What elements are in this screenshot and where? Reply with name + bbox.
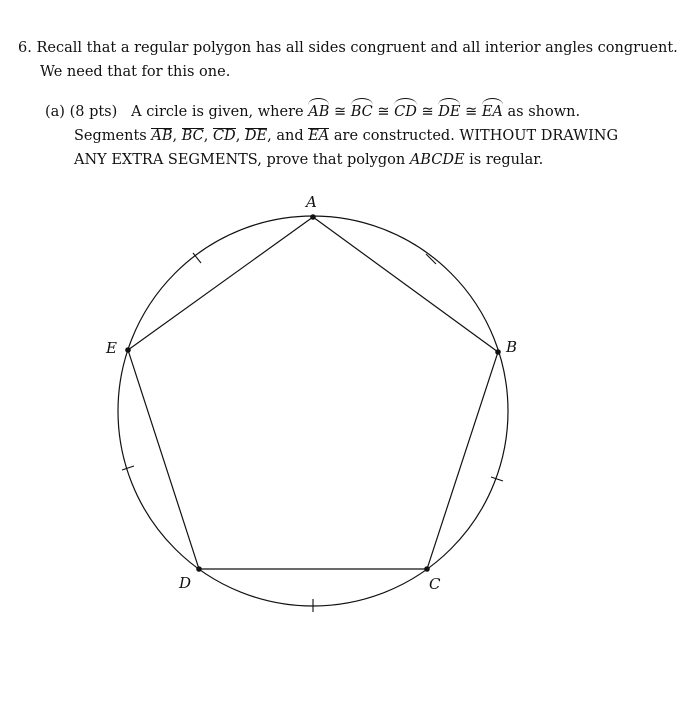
problem-number: 6. — [18, 40, 32, 56]
as-shown-text: as shown. — [507, 104, 581, 120]
problem-text-line2: We need that for this one. — [40, 64, 231, 80]
segment-cd: CD — [212, 128, 236, 144]
segment-ea: EA — [308, 128, 330, 144]
segments-word: Segments — [74, 128, 147, 144]
congruent-symbol: ≅ — [421, 104, 434, 120]
congruent-symbol: ≅ — [465, 104, 478, 120]
arc-de: DE — [438, 98, 460, 124]
congruent-symbol: ≅ — [333, 104, 347, 120]
arc-bc: BC — [351, 98, 373, 124]
vertex-b-point — [495, 349, 501, 355]
vertex-label-b: B — [506, 338, 518, 356]
and-word: and — [276, 128, 304, 144]
vertex-label-c: C — [429, 575, 441, 593]
polygon-name: ABCDE — [409, 152, 465, 168]
vertex-label-d: D — [179, 574, 192, 592]
problem-text-line1: Recall that a regular polygon has all sides congruent and all interior angles congruent. — [36, 40, 678, 56]
constructed-text: are constructed. WITHOUT DRAWING — [333, 128, 619, 144]
vertex-e-point — [125, 347, 131, 353]
part-a-line2: Segments AB, BC, CD, DE, and EA are constructed. WITHOUT DRAWING — [74, 128, 619, 144]
is-regular-text: is regular. — [469, 152, 544, 168]
vertex-c-point — [424, 566, 430, 572]
circle — [118, 216, 508, 606]
tick-mark-arc-bc — [491, 477, 503, 481]
congruent-symbol: ≅ — [377, 104, 390, 120]
vertex-d-point — [196, 566, 202, 572]
arc-cd: CD — [394, 98, 417, 124]
vertex-label-a: A — [306, 193, 317, 211]
arc-ea: EA — [482, 98, 503, 124]
pentagon-abcde — [128, 217, 498, 569]
segment-ab: AB — [151, 128, 173, 144]
arc-ab: AB — [308, 98, 329, 124]
prove-text: ANY EXTRA SEGMENTS, prove that polygon — [74, 152, 406, 168]
part-a-points: (8 pts) — [69, 104, 118, 120]
tick-mark-arc-de — [122, 466, 134, 470]
segment-de: DE — [244, 128, 268, 144]
part-a-label: (a) — [45, 104, 65, 120]
vertex-a-point — [310, 214, 316, 220]
part-a-intro: A circle is given, where — [131, 104, 304, 120]
segment-bc: BC — [181, 128, 204, 144]
vertex-label-e: E — [106, 339, 117, 357]
